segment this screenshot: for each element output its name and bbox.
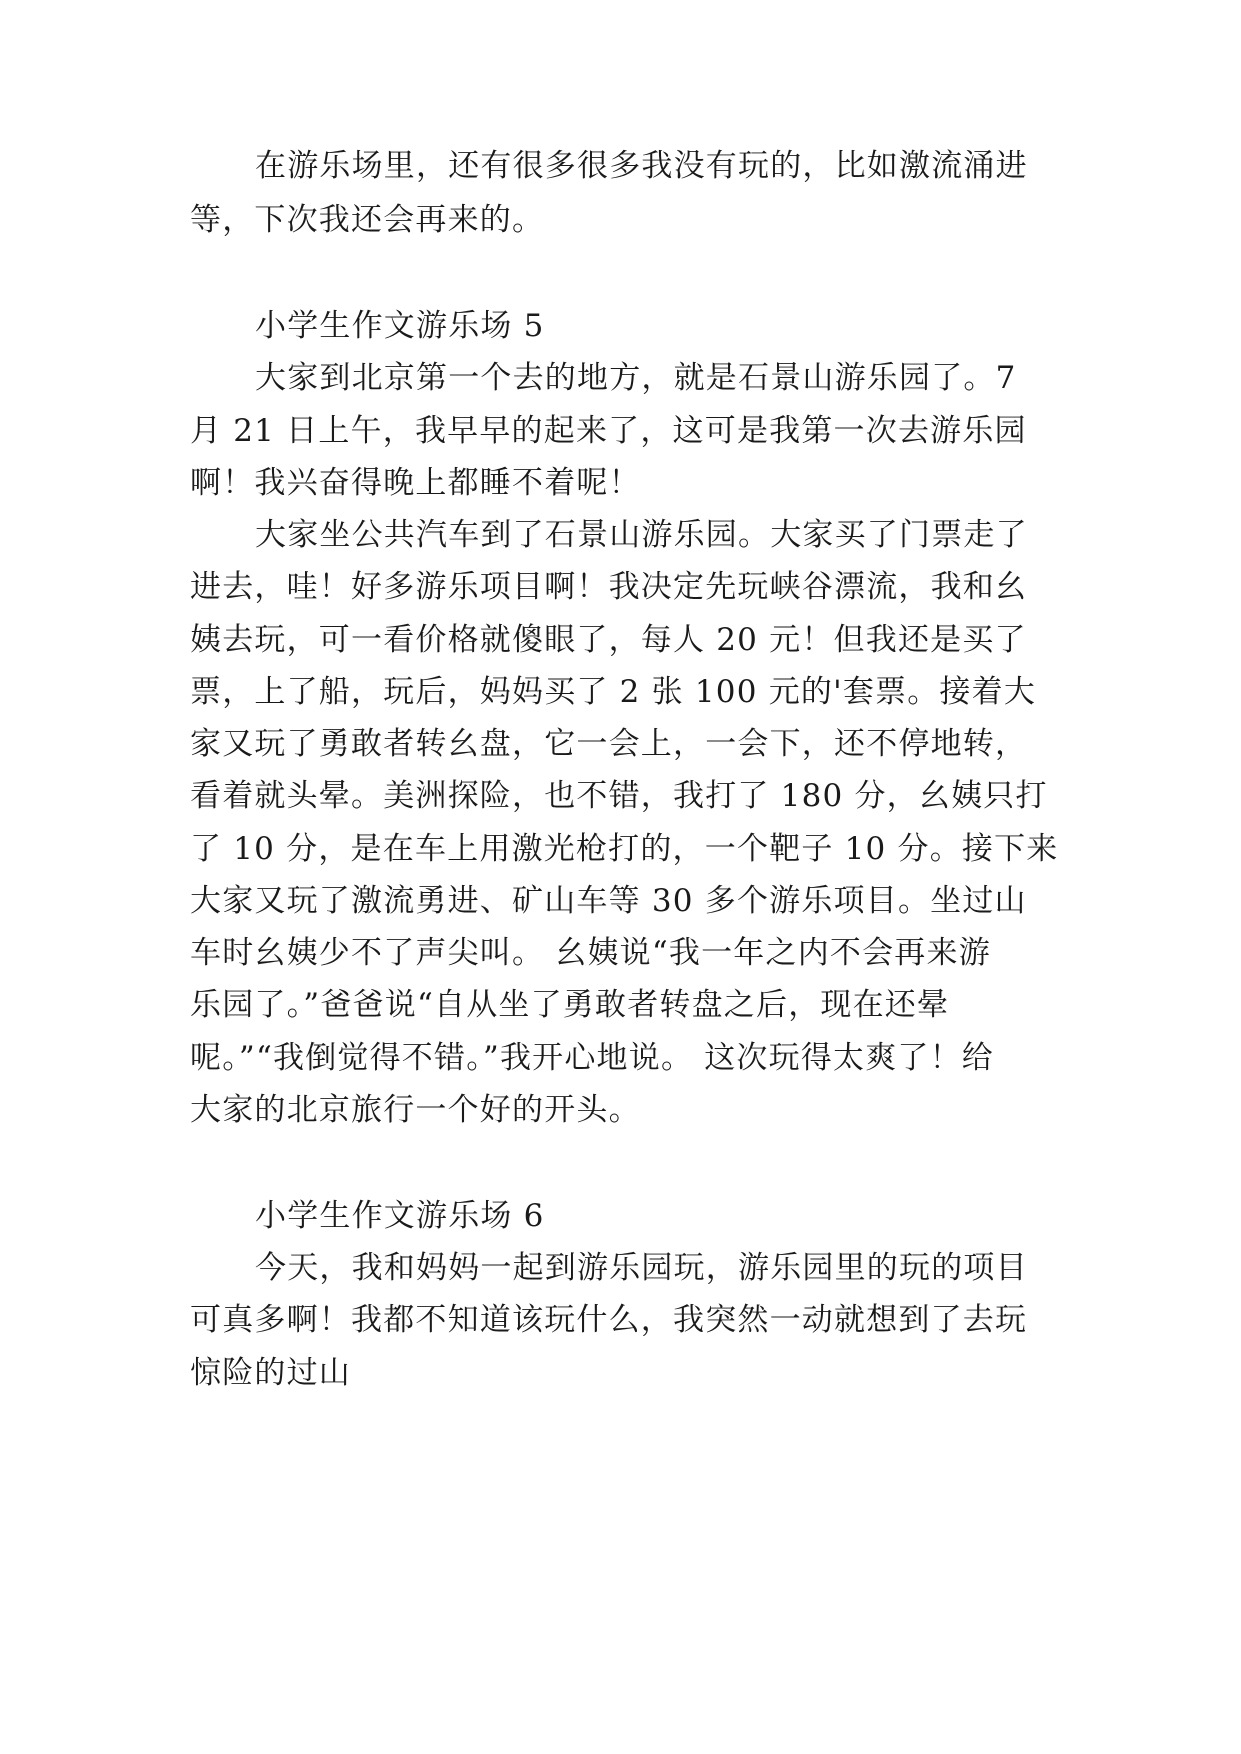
paragraph-line: 大家又玩了激流勇进、矿山车等 30 多个游乐项目。坐过山 [190,883,1027,919]
paragraph-line: 大家到北京第一个去的地方，就是石景山游乐园了。7 [255,360,1017,396]
paragraph-line: 大家坐公共汽车到了石景山游乐园。大家买了门票走了 [255,517,1028,553]
paragraph-line: 票，上了船，玩后，妈妈买了 2 张 100 元的'套票。接着大 [190,674,1037,710]
paragraph-line: 今天，我和妈妈一起到游乐园玩，游乐园里的玩的项目 [255,1250,1028,1286]
paragraph-line: 家又玩了勇敢者转幺盘，它一会上，一会下，还不停地转， [190,726,1028,762]
section-heading: 小学生作文游乐场 6 [255,1198,545,1234]
paragraph-line: 进去，哇！好多游乐项目啊！我决定先玩峡谷漂流，我和幺 [190,569,1028,605]
paragraph-line: 啊！我兴奋得晚上都睡不着呢！ [190,465,641,501]
paragraph-line: 呢。”“我倒觉得不错。”我开心地说。 这次玩得太爽了！给 [190,1040,994,1076]
paragraph-line: 车时幺姨少不了声尖叫。 幺姨说“我一年之内不会再来游 [190,935,991,971]
paragraph-line: 乐园了。”爸爸说“自从坐了勇敢者转盘之后，现在还晕 [190,987,950,1023]
paragraph-line: 了 10 分，是在车上用激光枪打的，一个靶子 10 分。接下来 [190,831,1059,867]
paragraph-line: 等，下次我还会再来的。 [190,202,545,238]
paragraph-line: 月 21 日上午，我早早的起来了，这可是我第一次去游乐园 [190,413,1027,449]
paragraph-line: 看着就头晕。美洲探险，也不错，我打了 180 分，幺姨只打 [190,778,1048,814]
paragraph-line: 姨去玩，可一看价格就傻眼了，每人 20 元！但我还是买了 [190,622,1027,658]
section-heading: 小学生作文游乐场 5 [255,308,545,344]
paragraph-line: 在游乐场里，还有很多很多我没有玩的，比如激流涌进 [255,148,1028,184]
paragraph-line: 可真多啊！我都不知道该玩什么，我突然一动就想到了去玩 [190,1302,1028,1338]
paragraph-line: 大家的北京旅行一个好的开头。 [190,1092,641,1128]
paragraph-line: 惊险的过山 [190,1355,351,1391]
